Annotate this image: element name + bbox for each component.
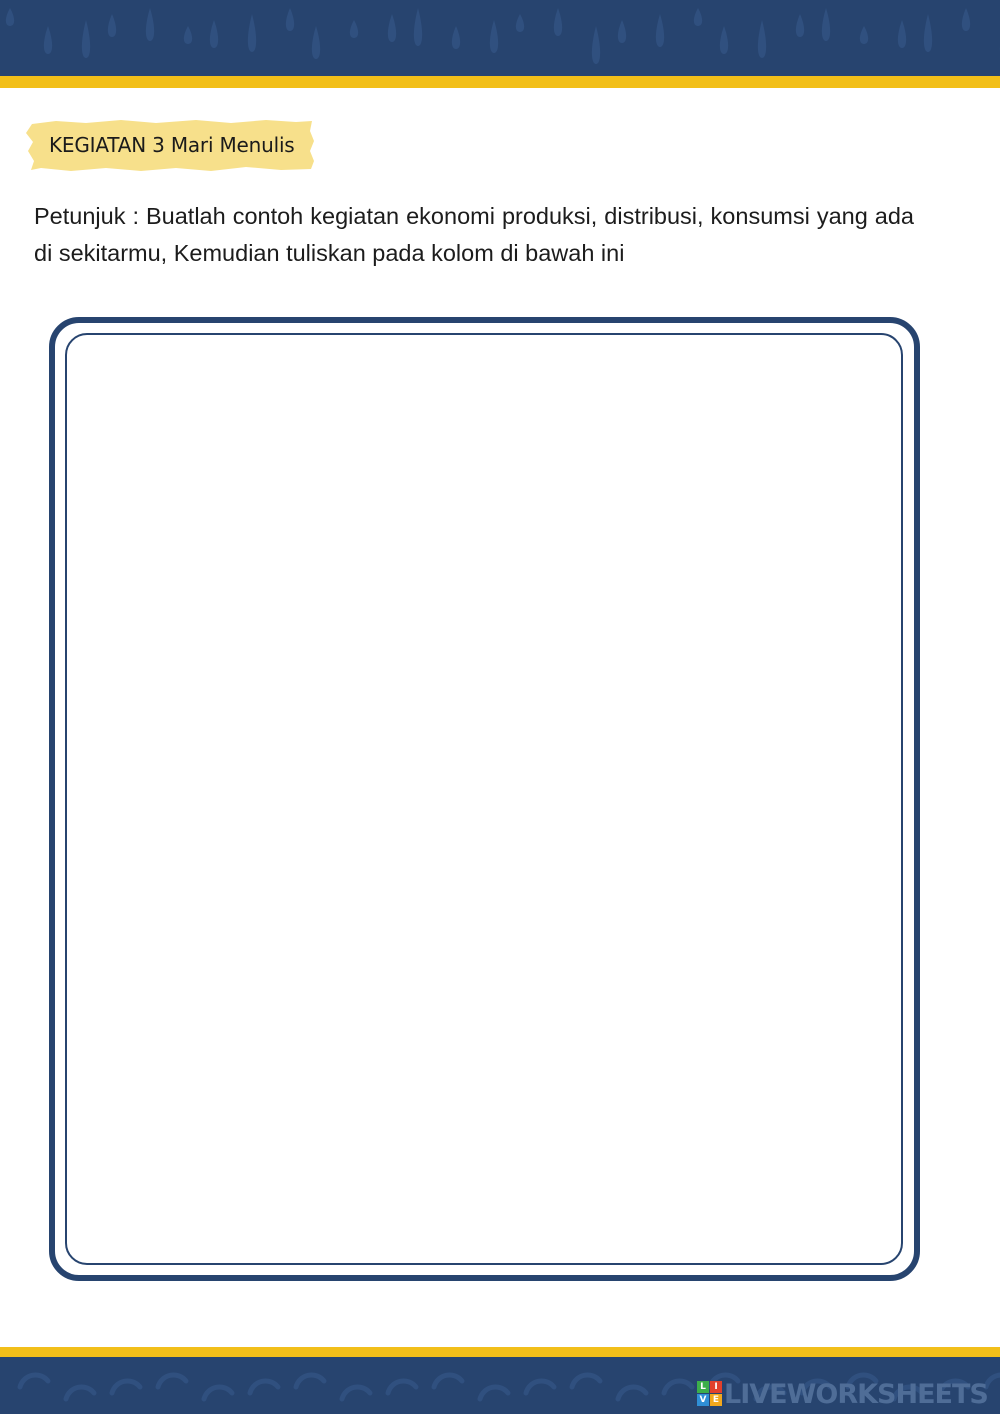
logo-tile: L xyxy=(697,1381,709,1393)
droplet-shape xyxy=(452,26,460,49)
droplet-pattern-icon xyxy=(0,0,1000,76)
droplet-shape xyxy=(796,14,804,37)
droplet-shape xyxy=(414,8,422,46)
swirl-shape xyxy=(388,1381,416,1393)
droplet-shape xyxy=(210,20,218,48)
header-banner xyxy=(0,0,1000,76)
swirl-shape xyxy=(20,1375,48,1387)
logo-tile: V xyxy=(697,1394,709,1406)
swirl-shape xyxy=(572,1375,600,1387)
logo-tiles xyxy=(697,1381,723,1407)
swirl-shape xyxy=(112,1381,140,1393)
logo-tile: E xyxy=(710,1394,722,1406)
droplet-shape xyxy=(248,14,256,52)
swirl-shape xyxy=(986,1375,1000,1387)
header-stripe xyxy=(0,76,1000,88)
swirl-shape xyxy=(250,1381,278,1393)
droplet-shape xyxy=(694,8,702,26)
swirl-shape xyxy=(66,1387,94,1399)
logo-text: LIVEWORKSHEETS xyxy=(724,1379,988,1410)
droplet-shape xyxy=(388,14,396,42)
droplet-shape xyxy=(924,14,932,52)
droplet-shape xyxy=(656,14,664,47)
droplet-shape xyxy=(6,8,14,26)
droplet-shape xyxy=(82,20,90,58)
droplet-shape xyxy=(312,26,320,59)
droplet-shape xyxy=(108,14,116,37)
droplet-shape xyxy=(962,8,970,31)
activity-label xyxy=(26,117,316,173)
droplet-shape xyxy=(758,20,766,58)
logo-tile: I xyxy=(710,1381,722,1393)
droplet-shape xyxy=(592,26,600,64)
droplet-shape xyxy=(618,20,626,43)
swirl-shape xyxy=(434,1375,462,1387)
droplet-shape xyxy=(146,8,154,41)
droplet-shape xyxy=(516,14,524,32)
answer-box[interactable] xyxy=(65,333,903,1265)
droplet-shape xyxy=(286,8,294,31)
droplet-shape xyxy=(44,26,52,54)
instructions-text: Petunjuk : Buatlah contoh kegiatan ekonomi produksi, distribusi, konsumsi yang ada di sekitarmu, Kemudian tuliskan pada kolom di bawah ini xyxy=(34,203,914,266)
droplet-shape xyxy=(860,26,868,44)
droplet-shape xyxy=(490,20,498,53)
swirl-shape xyxy=(618,1387,646,1399)
swirl-shape xyxy=(480,1387,508,1399)
droplet-shape xyxy=(184,26,192,44)
droplet-shape xyxy=(898,20,906,48)
swirl-shape xyxy=(526,1381,554,1393)
swirl-shape xyxy=(342,1387,370,1399)
swirl-shape xyxy=(204,1387,232,1399)
swirl-shape xyxy=(296,1375,324,1387)
droplet-shape xyxy=(554,8,562,36)
swirl-shape xyxy=(664,1381,692,1393)
droplet-shape xyxy=(822,8,830,41)
droplet-shape xyxy=(350,20,358,38)
droplet-shape xyxy=(720,26,728,54)
swirl-shape xyxy=(158,1375,186,1387)
activity-title: KEGIATAN 3 Mari Menulis xyxy=(49,133,295,157)
footer-stripe xyxy=(0,1347,1000,1357)
